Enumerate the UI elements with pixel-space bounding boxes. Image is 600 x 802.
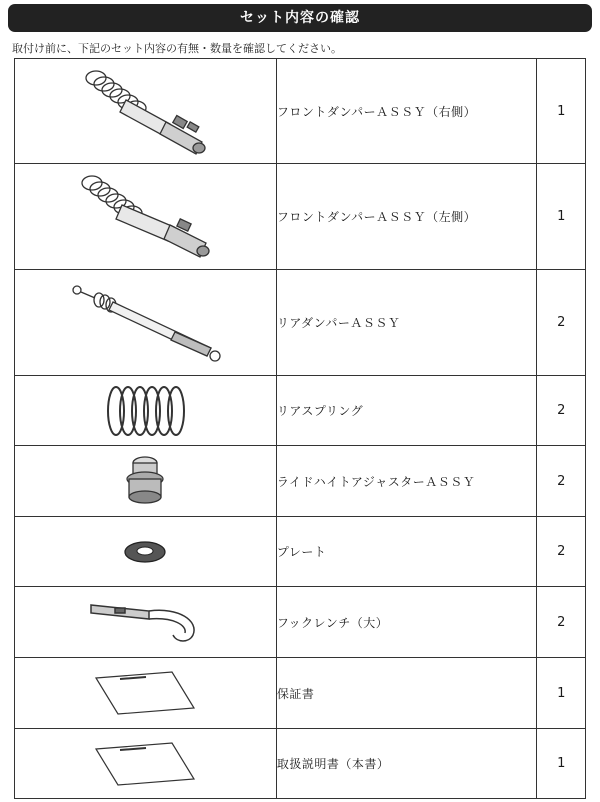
item-image-cell [15,658,277,729]
item-image-cell [15,376,277,446]
table-row [15,517,586,587]
item-quantity: 2 [537,587,586,658]
item-name: フックレンチ（大） [276,587,537,658]
item-quantity: 1 [537,59,586,164]
table-row [15,164,586,270]
item-quantity: 2 [537,376,586,446]
item-quantity: 2 [537,270,586,376]
item-quantity: 1 [537,729,586,799]
warranty-card-icon [90,668,200,718]
table-row [15,729,586,799]
manual-icon [90,739,200,789]
table-row [15,59,586,164]
item-quantity: 2 [537,446,586,517]
page-title: セット内容の確認 [8,4,592,32]
item-name: フロントダンパーＡＳＳＹ（左側） [276,164,537,270]
item-name: リアダンパーＡＳＳＹ [276,270,537,376]
table-row [15,270,586,376]
table-row [15,446,586,517]
hook-wrench-icon [85,597,205,647]
item-quantity: 1 [537,164,586,270]
table-row [15,587,586,658]
front-damper-left-icon [70,169,220,264]
plate-icon [120,537,170,567]
rear-spring-icon [100,381,190,441]
item-name: プレート [276,517,537,587]
item-image-cell [15,587,277,658]
front-damper-right-icon [70,64,220,159]
item-image-cell [15,517,277,587]
item-name: フロントダンパーＡＳＳＹ（右側） [276,59,537,164]
parts-table [14,58,586,799]
instruction-text: 取付け前に、下記のセット内容の有無・数量を確認してください。 [12,42,342,55]
item-image-cell [15,729,277,799]
item-name: リアスプリング [276,376,537,446]
item-name: 取扱説明書（本書） [276,729,537,799]
item-image-cell [15,270,277,376]
item-name: 保証書 [276,658,537,729]
item-quantity: 1 [537,658,586,729]
item-quantity: 2 [537,517,586,587]
item-image-cell [15,59,277,164]
item-image-cell [15,446,277,517]
item-image-cell [15,164,277,270]
table-row [15,658,586,729]
table-row [15,376,586,446]
rear-damper-icon [65,280,225,365]
item-name: ライドハイトアジャスターＡＳＳＹ [276,446,537,517]
ride-height-adjuster-icon [120,451,170,511]
